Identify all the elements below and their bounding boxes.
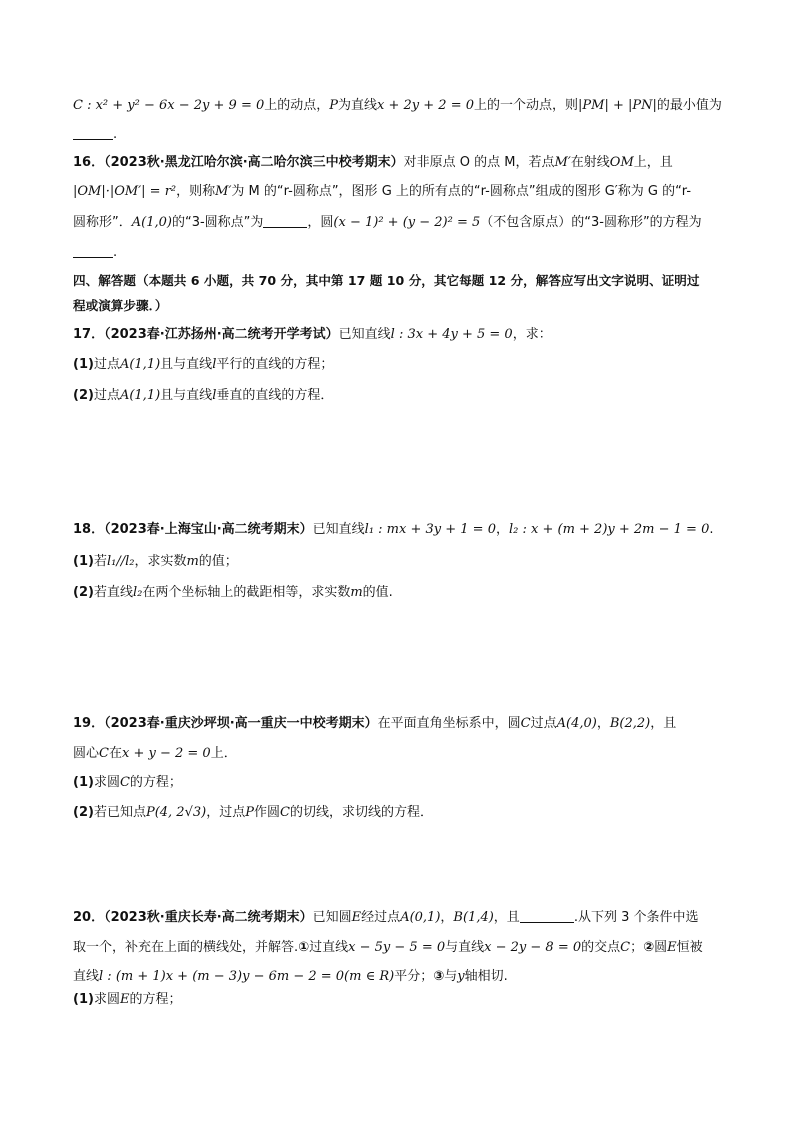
q19-text: ，	[596, 716, 610, 731]
q18-math: m	[186, 554, 199, 569]
q15-answer-blank	[73, 125, 113, 140]
q17-text: 已知直线	[338, 327, 391, 342]
q20-math: y	[457, 969, 465, 984]
q15-text: 上的动点，	[264, 98, 330, 113]
q18-end: .	[709, 522, 714, 537]
q18-text: 若	[93, 554, 107, 569]
q19-part-label: (1)	[73, 775, 94, 790]
q20-option-marker: ③	[433, 969, 445, 984]
q16-math: M′	[554, 155, 571, 170]
q16-math: A(1,0)	[131, 215, 172, 230]
q20-math: C	[620, 940, 631, 955]
q20-text: ，且	[493, 910, 520, 925]
q20-text: 取一个，补充在上面的横线处，并解答.	[73, 940, 299, 955]
q16-blank-2	[73, 243, 113, 258]
q17-math: l	[212, 388, 217, 403]
q16-text: 的“3-圆称点”为	[171, 215, 264, 230]
q16-text: （不包含原点）的“3-圆称形”的方程为	[480, 215, 702, 230]
q20-part-label: (1)	[73, 992, 94, 1007]
q20-text: 的交点	[581, 940, 621, 955]
q19-math: P	[245, 805, 254, 820]
q20-number: 20．	[73, 910, 105, 925]
q16-blank-1	[263, 213, 307, 228]
q19-source: （2023春·重庆沙坪坝·高一重庆一中校考期末）	[104, 716, 378, 731]
q18-part-label: (1)	[73, 554, 94, 569]
q20-text: 已知圆	[312, 910, 352, 925]
q19-text: ，且	[650, 716, 677, 731]
q15-answer-line	[73, 125, 117, 145]
section4-heading-1: 四、解答题（本题共 6 小题，共 70 分，其中第 17 题 10 分，其它每题 12 分，解答应写出文字说明、证明过	[73, 273, 700, 288]
q19-text: 在平面直角坐标系中，圆	[377, 716, 521, 731]
q16-end: .	[113, 245, 118, 260]
q20-math: B(1,4)	[453, 910, 494, 925]
q16-math: |OM|·|OM′| = r²	[73, 184, 177, 199]
q19-text: ，过点	[206, 805, 246, 820]
q20-stem-1	[73, 908, 698, 928]
q19-math: x + y − 2 = 0	[121, 746, 211, 761]
q18-part-2	[73, 583, 393, 603]
q20-text: 的方程；	[129, 992, 182, 1007]
q15-math-line: x + 2y + 2 = 0	[377, 98, 474, 113]
q20-text: 经过点	[361, 910, 401, 925]
q20-math: E	[119, 992, 130, 1007]
q17-source: （2023春·江苏扬州·高二统考开学考试）	[104, 327, 339, 342]
q16-text: ，圆	[307, 215, 334, 230]
q20-blank	[520, 908, 574, 923]
q17-text: 平行的直线的方程；	[216, 357, 334, 372]
q15-math-p: P	[329, 98, 339, 113]
q19-part-label: (2)	[73, 805, 94, 820]
q16-text: ，则称	[176, 184, 216, 199]
q17-text: 垂直的直线的方程．	[216, 388, 334, 403]
q17-stem	[73, 325, 552, 345]
q17-part-1	[73, 355, 333, 375]
q19-math: C	[99, 746, 109, 761]
q16-source: （2023秋·黑龙江哈尔滨·高二哈尔滨三中校考期末）	[104, 155, 404, 170]
q16-math: (x − 1)² + (y − 2)² = 5	[333, 215, 481, 230]
q15-text: 的最小值为	[656, 98, 722, 113]
q16-line-3	[73, 213, 702, 233]
q17-math: A(1,1)	[119, 357, 161, 372]
q18-text: 在两个坐标轴上的截距相等，求实数	[142, 585, 351, 600]
q20-text: 轴相切.	[464, 969, 508, 984]
q20-text: 直线	[73, 969, 100, 984]
q20-text: 与	[444, 969, 458, 984]
q19-stem-1	[73, 714, 676, 734]
q15-text: 为直线	[338, 98, 378, 113]
q20-text: 过直线	[309, 940, 349, 955]
q19-part-2	[73, 803, 433, 823]
q17-text: 过点	[93, 388, 120, 403]
q17-text: ，求：	[512, 327, 552, 342]
q19-text: 若已知点	[93, 805, 146, 820]
q15-math-sum: |PM| + |PN|	[578, 98, 657, 113]
q20-stem-2	[73, 938, 703, 958]
q20-text: .从下列 3 个条件中选	[573, 910, 699, 925]
q19-math: C	[280, 805, 290, 820]
q15-end: .	[113, 127, 118, 142]
q18-part-1	[73, 552, 238, 572]
q17-part-label: (2)	[73, 388, 94, 403]
q20-math: x − 5y − 5 = 0	[348, 940, 446, 955]
q17-text: 且与直线	[160, 357, 213, 372]
q18-part-label: (2)	[73, 585, 94, 600]
q20-text: 圆	[654, 940, 668, 955]
q19-text: 作圆	[253, 805, 280, 820]
q19-text: 求圆	[93, 775, 120, 790]
q20-math: A(0,1)	[400, 910, 441, 925]
q18-stem	[73, 520, 714, 540]
q18-number: 18．	[73, 522, 105, 537]
q20-option-marker: ②	[643, 940, 655, 955]
q18-text: ，	[495, 522, 509, 537]
q17-number: 17．	[73, 327, 105, 342]
q19-math: C	[520, 716, 531, 731]
q17-math: l : 3x + 4y + 5 = 0	[390, 327, 513, 342]
q19-text: 过点	[530, 716, 557, 731]
q17-text: 过点	[93, 357, 120, 372]
q16-math: OM	[609, 155, 634, 170]
q20-text: ，	[440, 910, 454, 925]
q19-part-1	[73, 773, 182, 793]
q18-text: 已知直线	[312, 522, 365, 537]
q19-math: B(2,2)	[609, 716, 651, 731]
q18-text: 的值.	[362, 585, 393, 600]
q17-math: l	[212, 357, 217, 372]
q18-math: l₂	[132, 585, 143, 600]
q20-text: 平分；	[394, 969, 434, 984]
q20-math: E	[351, 910, 362, 925]
q20-math: x − 2y − 8 = 0	[484, 940, 582, 955]
q20-stem-3	[73, 967, 508, 987]
q18-text: 若直线	[93, 585, 133, 600]
q16-text: 在射线	[570, 155, 610, 170]
q17-math: A(1,1)	[119, 388, 161, 403]
q15-math-circle: C : x² + y² − 6x − 2y + 9 = 0	[73, 98, 265, 113]
q19-text: 在	[108, 746, 122, 761]
q20-math: E	[667, 940, 677, 955]
q19-text: 上．	[210, 746, 237, 761]
q20-part-1	[73, 990, 181, 1010]
q20-option-marker: ①	[298, 940, 310, 955]
q20-math: l : (m + 1)x + (m − 3)y − 6m − 2 = 0(m ∈ R)	[99, 969, 395, 984]
q16-text: 圆称形”．	[73, 215, 132, 230]
q17-text: 且与直线	[160, 388, 213, 403]
q16-text: 上，且	[633, 155, 673, 170]
q18-text: ，求实数	[134, 554, 187, 569]
q18-text: 的值；	[198, 554, 238, 569]
q16-text: 对非原点 O 的点 M，若点	[403, 155, 555, 170]
q19-number: 19．	[73, 716, 105, 731]
q15-tail-line	[73, 96, 722, 116]
q16-text: 为 M 的“r-圆称点”，图形 G 上的所有点的“r-圆称点”组成的图形 G′称为 G 的“r-	[231, 184, 692, 199]
q19-math: C	[119, 775, 130, 790]
q18-math: l₁//l₂	[106, 554, 135, 569]
q20-text: 与直线	[445, 940, 485, 955]
section4-heading-2: 程或演算步骤．）	[73, 298, 168, 313]
q18-math: l₂ : x + (m + 2)y + 2m − 1 = 0	[509, 522, 710, 537]
q17-part-label: (1)	[73, 357, 94, 372]
q19-stem-2	[73, 744, 237, 764]
q20-text: 恒被	[676, 940, 703, 955]
q19-math: A(4,0)	[556, 716, 597, 731]
q16-line-1	[73, 153, 673, 173]
q15-text: 上的一个动点，则	[474, 98, 579, 113]
q16-math: M′	[215, 184, 232, 199]
q17-part-2	[73, 386, 333, 406]
q16-line-2	[73, 182, 691, 202]
q19-text: 的切线，求切线的方程．	[289, 805, 433, 820]
q20-text: ；	[630, 940, 644, 955]
q16-line-4	[73, 243, 117, 263]
q20-source: （2023秋·重庆长寿·高二统考期末）	[104, 910, 313, 925]
q16-number: 16．	[73, 155, 105, 170]
q19-math: P(4, 2√3)	[145, 805, 207, 820]
q20-text: 求圆	[93, 992, 120, 1007]
q19-text: 圆心	[73, 746, 100, 761]
q19-text: 的方程；	[129, 775, 182, 790]
q18-source: （2023春·上海宝山·高二统考期末）	[104, 522, 313, 537]
q18-math: l₁ : mx + 3y + 1 = 0	[364, 522, 496, 537]
q18-math: m	[350, 585, 363, 600]
